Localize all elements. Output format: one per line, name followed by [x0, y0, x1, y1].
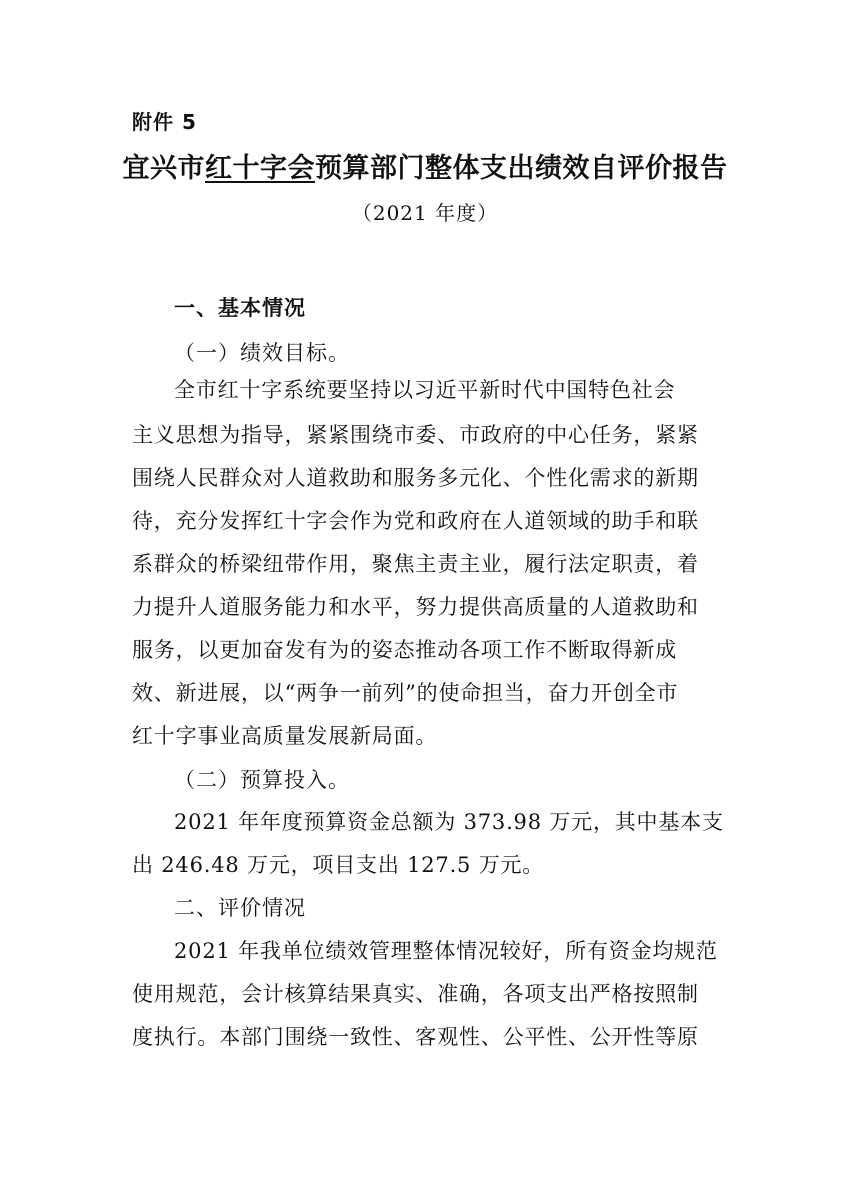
paragraph-line: 系群众的桥梁纽带作用，聚焦主责主业，履行法定职责，着: [132, 552, 699, 576]
title-org-underlined: 红十字会: [205, 153, 315, 184]
section-2-heading: 二、评价情况: [174, 896, 306, 920]
paragraph-line: 全市红十字系统要坚持以习近平新时代中国特色社会: [174, 378, 676, 402]
paragraph-line: 主义思想为指导，紧紧围绕市委、市政府的中心任务，紧紧: [132, 423, 699, 447]
title-part-1: 宜兴市: [122, 153, 205, 184]
subsection-1-heading: （一）绩效目标。: [174, 341, 350, 365]
paragraph-line: 使用规范，会计核算结果真实、准确，各项支出严格按照制: [132, 982, 699, 1006]
paragraph-line: 服务，以更加奋发有为的姿态推动各项工作不断取得新成: [132, 638, 677, 662]
paragraph-line: 出 246.48 万元，项目支出 127.5 万元。: [132, 853, 545, 877]
paragraph-line: 待，充分发挥红十字会作为党和政府在人道领域的助手和联: [132, 509, 699, 533]
attachment-label: 附件 5: [132, 110, 197, 134]
paragraph-line: 2021 年我单位绩效管理整体情况较好，所有资金均规范: [174, 939, 718, 963]
report-year: （2021 年度）: [351, 201, 499, 225]
paragraph-line: 2021 年年度预算资金总额为 373.98 万元，其中基本支: [174, 810, 724, 834]
paragraph-line: 度执行。本部门围绕一致性、客观性、公平性、公开性等原: [132, 1025, 699, 1049]
section-1-heading: 一、基本情况: [174, 296, 306, 320]
paragraph-line: 效、新进展，以“两争一前列”的使命担当，奋力开创全市: [132, 681, 679, 705]
subsection-2-heading: （二）预算投入。: [174, 768, 350, 792]
title-part-2: 预算部门整体支出绩效自评价报告: [315, 153, 728, 184]
report-title: [0, 150, 850, 188]
paragraph-line: 围绕人民群众对人道救助和服务多元化、个性化需求的新期: [132, 466, 699, 490]
paragraph-line: 红十字事业高质量发展新局面。: [132, 724, 438, 748]
paragraph-line: 力提升人道服务能力和水平，努力提供高质量的人道救助和: [132, 595, 699, 619]
